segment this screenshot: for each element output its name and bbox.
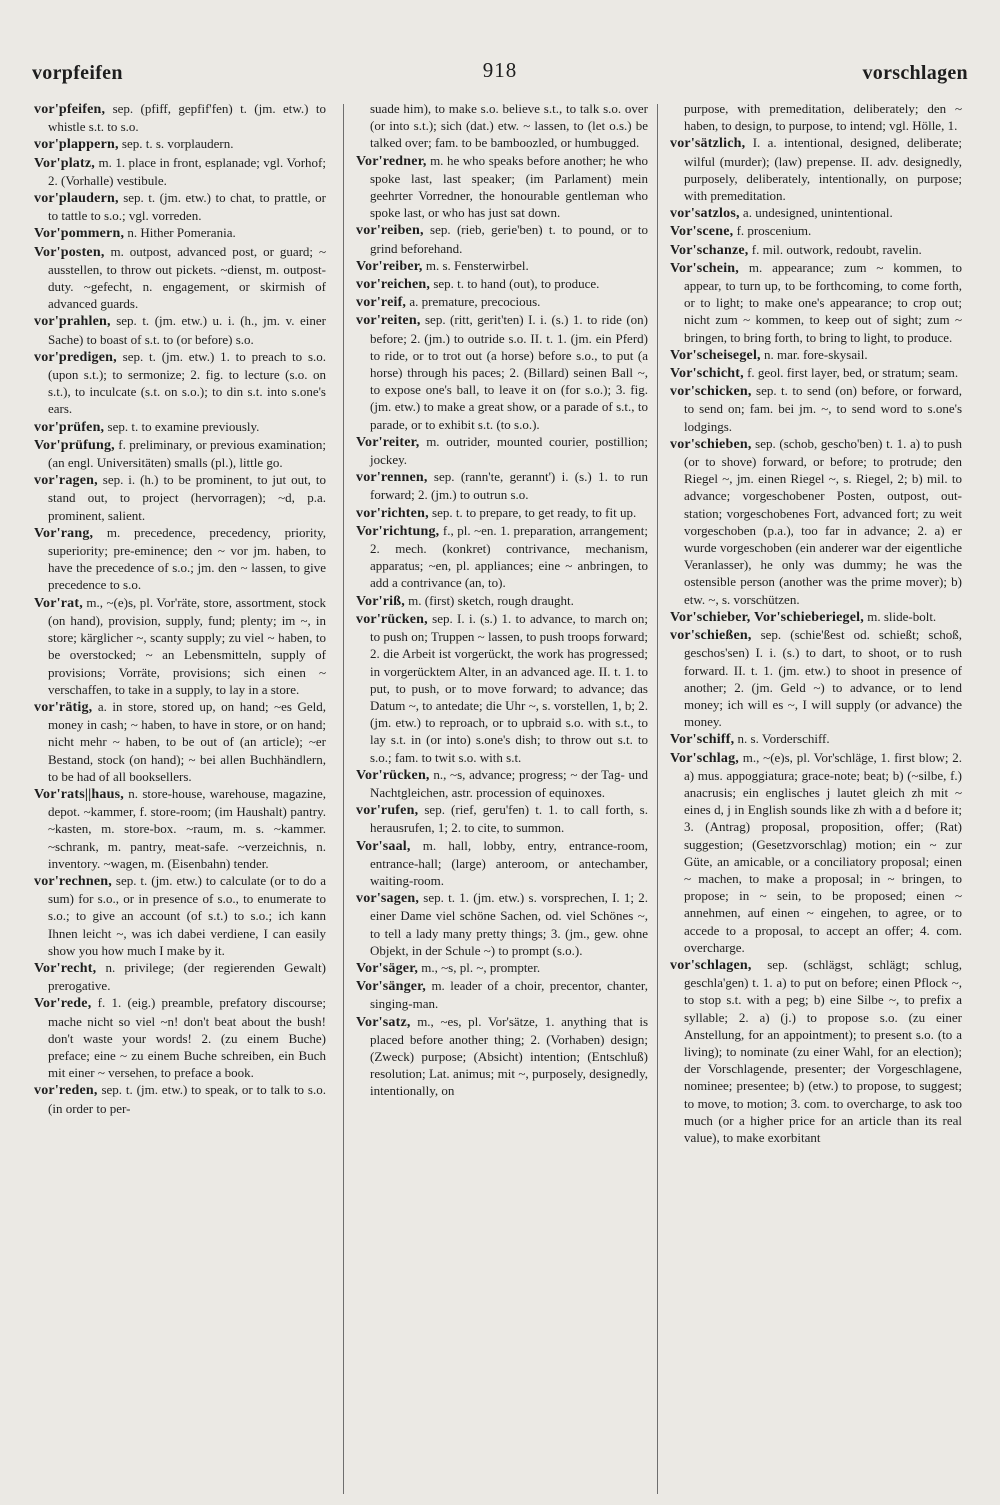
entry-definition: sep. t. (jm. etw.) to chat, to prattle, or to tattle to s.o.; vgl. vorreden. <box>48 190 326 224</box>
dictionary-entry <box>670 259 962 346</box>
entry-definition: m. outrider, mounted courier, postillion; jockey. <box>370 433 648 468</box>
entry-definition: m., ~(e)s, pl. Vor'räte, store, assortment, stock (on hand), provision, supply, fund; plenty; im ~, in store; kärglicher ~, scanty supply; zu viel ~ haben, to be overstocked; ~ an Lebensmitteln, supply of provisions; Vorräte, provisions; sich einen ~ verschaffen, to take in a supply, to lay in a store. <box>48 594 326 697</box>
entry-definition: m. slide-bolt. <box>863 608 937 624</box>
dictionary-entry <box>670 134 962 204</box>
dictionary-entry <box>356 100 648 152</box>
entry-definition: m., ~es, pl. Vor'sätze, 1. anything that is placed before another thing; 2. (Vorhaben) design; (Zweck) purpose; (Absicht) intention; (Entschluß) resolution; Lat. animus; mit ~, purposely, designedly, intentionally, on <box>370 1013 648 1099</box>
dictionary-entry <box>34 100 326 135</box>
entry-headword: vor'rätig, <box>34 699 93 715</box>
dictionary-entry <box>356 275 648 293</box>
entry-headword: vor'schießen, <box>670 628 752 644</box>
entry-definition: sep. I. i. (s.) 1. to advance, to march on; to push on; Truppen ~ lassen, to push troops forward; 2. die Arbeit ist vorgerückt, the work has progressed; in vorgerücktem Alter, in an advanced age. II. t. 1. to put, to push, or to move forward; to advance; das Datum ~, to antedate; die Uhr ~, s. vorstellen, 1, b; 2. (jm. etw.) to reproach, or to upbraid s.o. with s.t., to lay s.t. in (or into) s.one's dish; to throw out s.t. to s.o.; fam. to twit s.o. with s.t. <box>370 610 648 765</box>
entry-headword: vor'rennen, <box>356 470 428 486</box>
entry-headword: Vor'schiff, <box>670 732 735 748</box>
dictionary-entry <box>356 610 648 766</box>
entry-definition: a. in store, stored up, on hand; ~es Geld, money in cash; ~ haben, to have in store, or on hand; nicht mehr ~ haben, to be out of (an article); ~er Bestand, stock (on hand); ~ bei allen Buchhändlern, to be had of all booksellers. <box>48 698 326 784</box>
entry-headword: Vor'rede, <box>34 996 92 1012</box>
entry-headword: Vor'schein, <box>670 260 739 276</box>
entry-headword: Vor'schanze, <box>670 242 749 258</box>
entry-headword: Vor'schieber, Vor'schieberiegel, <box>670 609 864 625</box>
entry-headword: Vor'rang, <box>34 525 94 541</box>
entry-definition: sep. (schlägst, schlägt; schlug, geschla'gen) t. 1. a) to put on before; einen Pflock ~, to stop s.t. with a peg; b) eine Silbe ~, to prefix a syllable; 2. a) (j.) to propose s.o. (zu einer Anstellung, for an appointment); to present s.o. (to a living); to nominate (zu einer Wahl, for an election); der Vorschlagende, presenter; der Vorgeschlagene, nominee; presentee; b) (etw.) to propose, to suggest; to move, to motion; 3. com. to overcharge, to ask too much (or a higher price for an article than its real value), to make exorbitant <box>684 956 962 1145</box>
entry-headword: vor'schicken, <box>670 384 752 400</box>
dictionary-entry <box>356 592 648 610</box>
dictionary-entry <box>670 608 962 626</box>
entry-headword: Vor'platz, <box>34 155 95 171</box>
entry-headword: Vor'posten, <box>34 244 105 260</box>
entry-definition: I. a. intentional, designed, deliberate; wilful (murder); (law) prepense. II. adv. designedly, purposely, deliberately, intentionally, on purpose; with premeditation. <box>684 135 962 204</box>
entry-headword: vor'rücken, <box>356 611 428 627</box>
running-head-left: vorpfeifen <box>32 62 123 84</box>
entry-definition: suade him), to make s.o. believe s.t., to talk s.o. over (or into s.t.); sich (dat.) etw. ~ lassen, to (let o.s.) be talked over; fam. to be bamboozled, or humbugged. <box>370 101 648 151</box>
dictionary-entry <box>34 994 326 1081</box>
entry-columns <box>30 100 970 1500</box>
entry-definition: sep. t. (jm. etw.) u. i. (h., jm. v. einer Sache) to boast of s.t. to (or before) s.o. <box>48 313 326 347</box>
entry-headword: vor'sagen, <box>356 891 420 907</box>
entry-definition: n. s. Vorderschiff. <box>734 731 830 747</box>
dictionary-entry <box>670 626 962 730</box>
entry-headword: Vor'richtung, <box>356 523 440 539</box>
page-number: 918 <box>482 58 518 82</box>
entry-headword: Vor'reiber, <box>356 258 423 274</box>
entry-definition: f. geol. first layer, bed, or stratum; seam. <box>743 365 959 381</box>
dictionary-entry <box>356 977 648 1012</box>
entry-definition: sep. t. (jm. etw.) to calculate (or to do a sum) for s.o., or in presence of s.o., to enumerate to s.o.; to give an account (of s.t.) to s.o.; ich kann Ihnen leicht ~, was ich dabei verdiene, I can easily show you how much I make by it. <box>48 872 326 958</box>
entry-headword: Vor'recht, <box>34 960 97 976</box>
dictionary-entry <box>356 257 648 275</box>
entry-definition: sep. (schie'ßest od. schießt; schoß, geschos'sen) I. i. (s.) to dart, to shoot, or to rush forward. II. t. 1. (jm. etw.) to shoot in presence of another; 2. (jm. Geld ~) to advance, or to lend money; ich will es ~, I will supply (or advance) the money. <box>684 627 962 730</box>
entry-headword: vor'plaudern, <box>34 191 119 207</box>
dictionary-entry <box>34 959 326 994</box>
entry-definition: sep. (pfiff, gepfif'fen) t. (jm. etw.) to whistle s.t. to s.o. <box>48 101 326 135</box>
entry-headword: Vor'säger, <box>356 960 419 976</box>
entry-definition: m. precedence, precedency, priority, superiority; pre-eminence; den ~ vor jm. haben, to have the precedence of s.o.; jm. den ~ lassen, to give precedence to s.o. <box>48 524 326 593</box>
dictionary-entry <box>34 698 326 785</box>
entry-headword: vor'reichen, <box>356 277 431 293</box>
entry-headword: vor'rechnen, <box>34 873 112 889</box>
entry-headword: vor'rufen, <box>356 803 419 819</box>
entry-definition: sep. (ritt, gerit'ten) I. i. (s.) 1. to ride (on) before; 2. (jm.) to outride s.o. II. t. 1. (jm. ein Pferd) to ride, or to trot out (a horse) before s.o., to put (a horse) through his paces; 2. (Billard) seinen Ball ~, to expose one's ball, to leave it on (for s.o.); 3. fig. (jm. etw.) to make a great show, or a parade of s.t., to parade, or to exhibit s.t. (to s.o.). <box>370 312 648 432</box>
entry-definition: n. store-house, warehouse, magazine, depot. ~kammer, f. store-room; (im Haushalt) pantry. ~kasten, m. store-box. ~raum, m. s. ~kammer. ~schrank, m. pantry, meat-safe. ~verzeichnis, n. inventory. ~wagen, m. (Eisenbahn) tender. <box>48 785 326 871</box>
dictionary-entry <box>670 956 962 1146</box>
dictionary-entry <box>356 221 648 256</box>
entry-headword: vor'predigen, <box>34 349 117 365</box>
entry-headword: Vor'pommern, <box>34 226 125 242</box>
entry-definition: a. undesigned, unintentional. <box>739 205 893 221</box>
entry-headword: Vor'prüfung, <box>34 437 115 453</box>
entry-definition: sep. t. 1. (jm. etw.) s. vorsprechen, I. 1; 2. einer Dame viel schöne Sachen, od. viel Schönes ~, to tell a lady many pretty things; 3. (jm., gew. ohne Objekt, in der Schule ~) to prompt (s.o.). <box>370 890 648 958</box>
entry-definition: sep. (rief, geru'fen) t. 1. to call forth, s. herausrufen, 1; 2. to cite, to summon. <box>370 802 648 836</box>
entry-definition: sep. t. s. vorplaudern. <box>118 136 234 152</box>
dictionary-entry <box>356 522 648 592</box>
entry-definition: sep. (schob, gescho'ben) t. 1. a) to push (or to shove) forward, or before; to protrude; den Riegel ~, jm. einen Riegel ~, s. Riegel, 2; b) mil. to advance; vorgeschobener Posten, outpost, out-station; vorgeschobenes Fort, advanced fort; zu weit vorgeschoben (p.a.), too far in advance; 2. a) er wurde vorgeschoben (ein anderer war der eigentliche Veranlasser), he only was dummy; he was the ostensible person (another was the prime mover); b) etw. ~, s. vorschützen. <box>684 435 962 607</box>
entry-headword: Vor'reiter, <box>356 434 420 450</box>
entry-headword: vor'reden, <box>34 1083 98 1099</box>
entry-definition: m. he who speaks before another; he who spoke last, last speaker; (im Parlament) mein geehrter Vorredner, the honourable gentleman who spoke last, or who has just sat down. <box>370 152 648 221</box>
entry-headword: vor'prahlen, <box>34 314 111 330</box>
entry-definition: m. (first) sketch, rough draught. <box>404 592 574 608</box>
entry-headword: vor'reiben, <box>356 223 424 239</box>
entry-headword: vor'schlagen, <box>670 957 752 973</box>
dictionary-entry <box>356 959 648 977</box>
entry-headword: Vor'rats||haus, <box>34 786 124 802</box>
entry-headword: vor'ragen, <box>34 473 98 489</box>
entry-headword: Vor'redner, <box>356 153 427 169</box>
dictionary-entry <box>670 346 962 364</box>
dictionary-entry <box>34 785 326 872</box>
dictionary-entry <box>34 243 326 313</box>
entry-headword: Vor'riß, <box>356 593 405 609</box>
column-1 <box>34 100 326 1500</box>
entry-headword: vor'satzlos, <box>670 206 740 222</box>
entry-headword: vor'pfeifen, <box>34 102 106 117</box>
entry-definition: sep. t. to send (on) before, or forward, to send on; fam. bei jm. ~, to send word to s.one's lodgings. <box>684 383 962 434</box>
entry-headword: Vor'schicht, <box>670 366 744 382</box>
entry-headword: Vor'saal, <box>356 838 411 854</box>
entry-headword: vor'richten, <box>356 505 429 521</box>
entry-headword: vor'sätzlich, <box>670 136 746 152</box>
entry-headword: vor'prüfen, <box>34 419 105 435</box>
dictionary-entry <box>34 436 326 471</box>
entry-definition: f. proscenium. <box>733 223 812 239</box>
dictionary-entry <box>34 135 326 153</box>
dictionary-entry <box>34 872 326 959</box>
running-head-right: vorschlagen <box>862 62 968 84</box>
entry-definition: f. 1. (eig.) preamble, prefatory discourse; mache nicht so viel ~n! don't beat about the bush! don't waste your words! 2. (zu einem Buche) preface; eine ~ zu einem Buche schreiben, ein Buch mit einer ~ versehen, to preface a book. <box>48 995 326 1081</box>
dictionary-entry <box>356 293 648 311</box>
entry-definition: sep. t. to examine previously. <box>104 418 260 434</box>
entry-definition: f., pl. ~en. 1. preparation, arrangement; 2. mech. (konkret) contrivance, mechanism, apparatus; ~en, pl. appliances; eine ~ anbringen, to add a contrivance (an, to). <box>370 522 648 591</box>
entry-headword: Vor'rat, <box>34 595 83 611</box>
dictionary-entry <box>356 801 648 836</box>
entry-definition: m., ~s, pl. ~, prompter. <box>418 959 541 975</box>
dictionary-entry <box>34 348 326 418</box>
entry-definition: n. privilege; (der regierenden Gewalt) prerogative. <box>48 959 326 994</box>
entry-definition: f. preliminary, or previous examination; (an engl. Universitäten) smalls (pl.), little go. <box>48 436 326 471</box>
dictionary-entry <box>670 364 962 382</box>
entry-definition: m. s. Fensterwirbel. <box>422 257 529 273</box>
dictionary-entry <box>34 471 326 524</box>
dictionary-entry <box>670 435 962 608</box>
column-divider <box>343 104 344 1494</box>
dictionary-entry <box>356 889 648 959</box>
entry-definition: a. premature, precocious. <box>406 294 541 310</box>
dictionary-entry <box>356 1013 648 1100</box>
dictionary-entry <box>356 837 648 890</box>
dictionary-entry <box>670 382 962 435</box>
dictionary-entry <box>34 418 326 436</box>
entry-definition: m. hall, lobby, entry, entrance-room, entrance-hall; (large) anteroom, or antechamber, waiting-room. <box>370 837 648 888</box>
dictionary-entry <box>670 730 962 748</box>
entry-definition: sep. t. (jm. etw.) 1. to preach to s.o. (upon s.t.); to sermonize; 2. fig. to lecture (s.o. on s.t.), to inculcate (s.t. on s.o.); to din s.t. into s.one's ears. <box>48 348 326 417</box>
entry-headword: vor'reiten, <box>356 313 421 329</box>
dictionary-entry <box>670 222 962 240</box>
entry-definition: m. appearance; zum ~ kommen, to appear, to turn up, to be forthcoming, to come forth, or to light; to make one's appearance; to crop out; nicht zum ~ kommen, to keep out of sight; zum ~ bringen, to bring forth, to bring to light, to produce. <box>684 259 962 345</box>
entry-definition: m. leader of a choir, precentor, chanter, singing-man. <box>370 978 648 1012</box>
column-2 <box>356 100 648 1500</box>
entry-definition: m., ~(e)s, pl. Vor'schläge, 1. first blow; 2. a) mus. appoggiatura; grace-note; beat; b) (~silbe, f.) anacrusis; ein englisches j lautet gleich zh mit ~ eines d, j in English sounds like zh with a d before it; 3. (Antrag) proposal, proposition, offer; (Rat) suggestion; (Gesetzvorschlag) motion; ein ~ zur Güte, an amicable, or a conciliatory proposal; einen ~ machen, to make a proposal; in ~ bringen, to propose; in ~ sein, to be proposed; einen ~ annehmen, auf einen ~ eingehen, to agree, or to accede to a proposal, to accept an offer; 4. com. overcharge. <box>684 749 962 955</box>
dictionary-entry <box>34 524 326 594</box>
entry-definition: sep. t. to hand (out), to produce. <box>430 276 600 292</box>
entry-definition: n. Hither Pomerania. <box>124 225 236 241</box>
dictionary-entry <box>670 204 962 222</box>
entry-headword: Vor'satz, <box>356 1014 411 1030</box>
dictionary-entry <box>356 766 648 801</box>
dictionary-entry <box>356 433 648 468</box>
dictionary-entry <box>670 100 962 134</box>
dictionary-entry <box>356 311 648 432</box>
column-3 <box>670 100 962 1500</box>
entry-definition: n. mar. fore-skysail. <box>760 346 868 362</box>
entry-headword: Vor'scene, <box>670 224 734 240</box>
entry-definition: sep. t. (jm. etw.) to speak, or to talk to s.o. (in order to per- <box>48 1082 326 1116</box>
entry-definition: n., ~s, advance; progress; ~ der Tag- und Nachtgleichen, astr. procession of equinoxes. <box>370 766 648 800</box>
dictionary-entry <box>34 154 326 189</box>
entry-headword: Vor'sänger, <box>356 979 427 995</box>
entry-definition: m. 1. place in front, esplanade; vgl. Vorhof; 2. (Vorhalle) vestibule. <box>48 154 326 188</box>
page-header <box>32 58 968 90</box>
dictionary-entry <box>34 312 326 347</box>
dictionary-entry <box>670 241 962 259</box>
dictionary-entry <box>34 189 326 224</box>
entry-definition: sep. t. to prepare, to get ready, to fit up. <box>428 504 637 520</box>
entry-definition: sep. i. (h.) to be prominent, to jut out, to stand out, to project (hervorragen); ~d, p.a. prominent, salient. <box>48 472 326 523</box>
entry-definition: f. mil. outwork, redoubt, ravelin. <box>748 241 922 257</box>
dictionary-entry <box>356 468 648 503</box>
dictionary-entry <box>356 504 648 522</box>
entry-definition: sep. (rann'te, gerannt') i. (s.) 1. to run forward; 2. (jm.) to outrun s.o. <box>370 469 648 503</box>
dictionary-entry <box>34 594 326 698</box>
entry-definition: purpose, with premeditation, deliberately; den ~ haben, to design, to purpose, to intend; vgl. Hölle, 1. <box>684 101 962 134</box>
entry-headword: Vor'schlag, <box>670 750 739 766</box>
entry-headword: vor'plappern, <box>34 137 119 153</box>
dictionary-entry <box>34 224 326 242</box>
entry-headword: Vor'scheisegel, <box>670 347 761 363</box>
column-divider <box>657 104 658 1494</box>
entry-headword: vor'reif, <box>356 295 407 311</box>
entry-headword: Vor'rücken, <box>356 767 430 783</box>
entry-definition: sep. (rieb, gerie'ben) t. to pound, or to grind beforehand. <box>370 222 648 256</box>
dictionary-entry <box>670 749 962 956</box>
dictionary-entry <box>34 1081 326 1116</box>
entry-definition: m. outpost, advanced post, or guard; ~ ausstellen, to throw out pickets. ~dienst, m. outpost-duty. ~gefecht, n. engagement, or skirmish of advanced guards. <box>48 243 326 312</box>
dictionary-entry <box>356 152 648 222</box>
entry-headword: vor'schieben, <box>670 436 752 452</box>
